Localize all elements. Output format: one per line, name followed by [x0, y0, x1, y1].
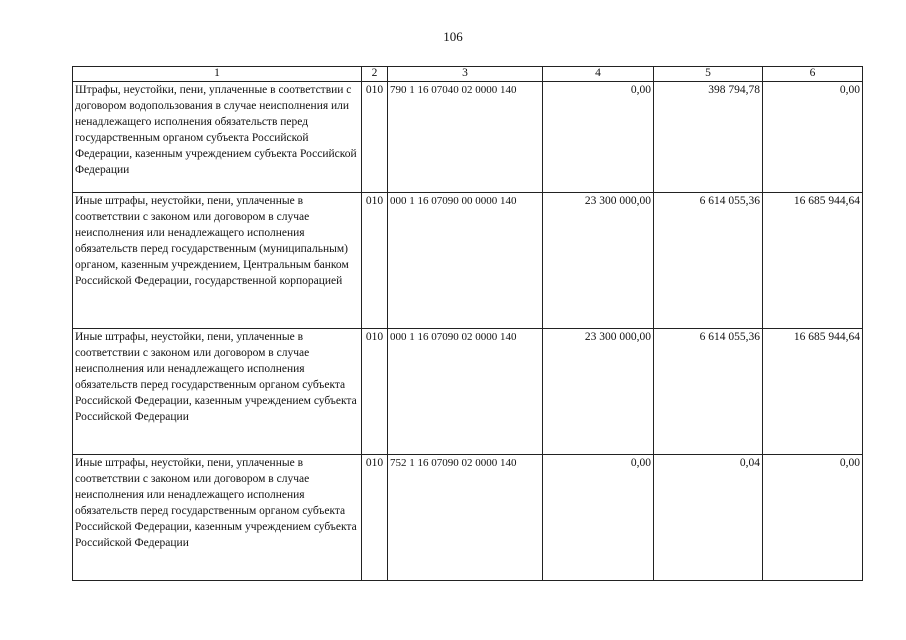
row-code: 010 — [362, 82, 388, 193]
row-classification: 000 1 16 07090 00 0000 140 — [388, 193, 543, 329]
row-col6: 0,00 — [763, 82, 863, 193]
row-code: 010 — [362, 329, 388, 455]
row-col5: 6 614 055,36 — [654, 193, 763, 329]
table-row — [73, 82, 863, 193]
row-col4: 0,00 — [543, 82, 654, 193]
page-number: 106 — [443, 29, 463, 44]
header-col-1: 1 — [73, 67, 362, 82]
row-col4: 0,00 — [543, 455, 654, 581]
row-col6: 16 685 944,64 — [763, 193, 863, 329]
table-row — [73, 193, 863, 329]
row-col5: 398 794,78 — [654, 82, 763, 193]
row-col4: 23 300 000,00 — [543, 193, 654, 329]
row-col6: 0,00 — [763, 455, 863, 581]
header-col-2: 2 — [362, 67, 388, 82]
table-row — [73, 329, 863, 455]
table-header-row — [73, 67, 863, 82]
row-description: Иные штрафы, неустойки, пени, уплаченные в соответствии с законом или договором в случае неисполнения или ненадлежащего исполнения обязательств перед государственным (муниципальным) органом, казенным учреждением, Центральным банком Российской Федерации, государственной корпорацией — [73, 193, 362, 329]
header-col-5: 5 — [654, 67, 763, 82]
row-col5: 6 614 055,36 — [654, 329, 763, 455]
header-col-6: 6 — [763, 67, 863, 82]
row-classification: 790 1 16 07040 02 0000 140 — [388, 82, 543, 193]
row-col5: 0,04 — [654, 455, 763, 581]
budget-table — [72, 66, 863, 581]
row-col6: 16 685 944,64 — [763, 329, 863, 455]
row-description: Штрафы, неустойки, пени, уплаченные в соответствии с договором водопользования в случае неисполнения или ненадлежащего исполнения обязательств перед государственным органом субъекта Российской Федерации, казенным учреждением субъекта Российской Федерации — [73, 82, 362, 193]
row-col4: 23 300 000,00 — [543, 329, 654, 455]
header-col-4: 4 — [543, 67, 654, 82]
header-col-3: 3 — [388, 67, 543, 82]
row-code: 010 — [362, 193, 388, 329]
table-row — [73, 455, 863, 581]
row-classification: 752 1 16 07090 02 0000 140 — [388, 455, 543, 581]
row-code: 010 — [362, 455, 388, 581]
row-classification: 000 1 16 07090 02 0000 140 — [388, 329, 543, 455]
row-description: Иные штрафы, неустойки, пени, уплаченные в соответствии с законом или договором в случае неисполнения или ненадлежащего исполнения обязательств перед государственным органом субъекта Российской Федерации, казенным учреждением субъекта Российской Федерации — [73, 329, 362, 455]
row-description: Иные штрафы, неустойки, пени, уплаченные в соответствии с законом или договором в случае неисполнения или ненадлежащего исполнения обязательств перед государственным органом субъекта Российской Федерации, казенным учреждением субъекта Российской Федерации — [73, 455, 362, 581]
